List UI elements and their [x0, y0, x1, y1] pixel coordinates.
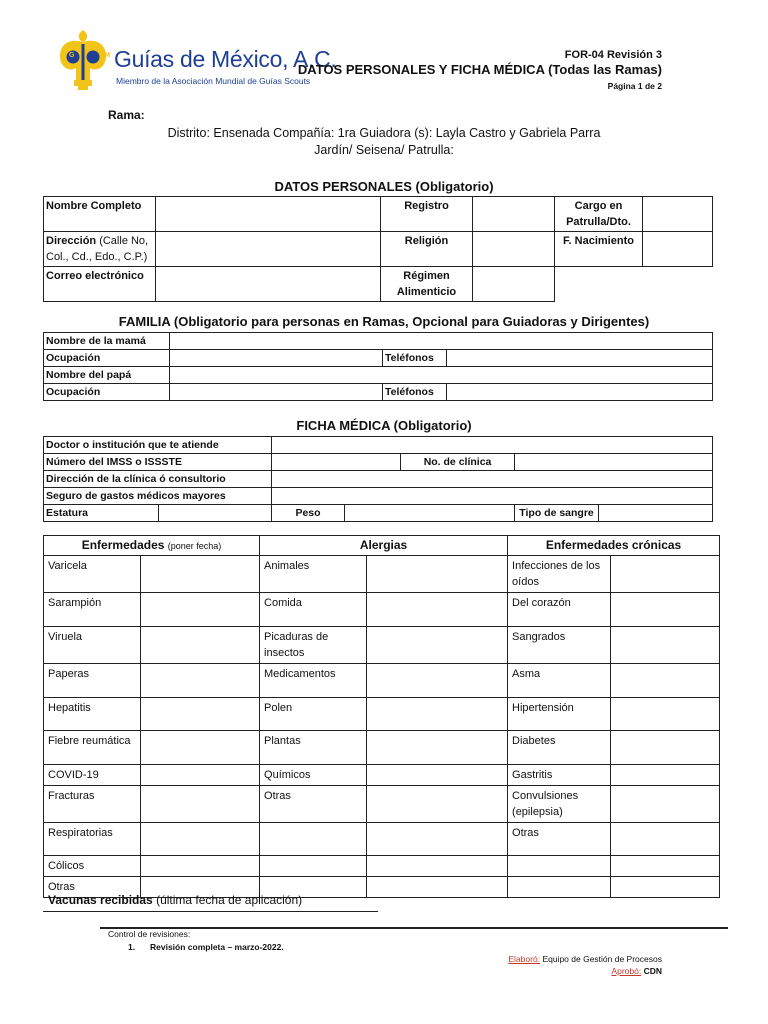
enfermedades-header-label: Enfermedades [81, 538, 165, 552]
alergia-label [260, 856, 367, 877]
cronica-field[interactable] [611, 786, 720, 823]
enf-field[interactable] [141, 593, 260, 627]
alergia-label: Comida [260, 593, 367, 627]
cronica-label: Hipertensión [508, 698, 611, 731]
elaboro-value: Equipo de Gestión de Procesos [542, 954, 662, 964]
cronica-field[interactable] [611, 877, 720, 898]
alergia-field[interactable] [367, 765, 508, 786]
revision-number: 1. [128, 942, 136, 952]
alergia-field[interactable] [367, 823, 508, 856]
cronica-label: Asma [508, 664, 611, 698]
cronica-field[interactable] [611, 765, 720, 786]
ocupacion-papa-field[interactable] [170, 384, 383, 401]
form-code: FOR-04 Revisión 3 [564, 49, 662, 61]
page-info: Página 1 de 2 [607, 81, 662, 91]
papa-field[interactable] [170, 367, 713, 384]
enf-field[interactable] [141, 556, 260, 593]
imss-field[interactable] [272, 454, 401, 471]
cronica-label: Infecciones de los oídos [508, 556, 611, 593]
familia-section-title: FAMILIA (Obligatorio para personas en Ramas, Opcional para Guiadoras y Dirigentes) [118, 314, 650, 329]
personal-section-title: DATOS PERSONALES (Obligatorio) [274, 179, 494, 194]
nacimiento-label: F. Nacimiento [555, 232, 643, 267]
enf-label: Sarampión [44, 593, 141, 627]
cronica-label: Del corazón [508, 593, 611, 627]
telefonos-papa-label: Teléfonos [383, 384, 447, 401]
alergia-label: Químicos [260, 765, 367, 786]
cronica-field[interactable] [611, 698, 720, 731]
alergia-field[interactable] [367, 698, 508, 731]
alergia-label: Polen [260, 698, 367, 731]
peso-label: Peso [272, 505, 345, 522]
aprobo-line [611, 966, 662, 976]
cronica-field[interactable] [611, 731, 720, 765]
clinica-no-field[interactable] [515, 454, 713, 471]
enf-label: Paperas [44, 664, 141, 698]
direccion-field[interactable] [156, 232, 381, 267]
religion-field[interactable] [473, 232, 555, 267]
doctor-field[interactable] [272, 437, 713, 454]
telefonos-mama-label: Teléfonos [383, 350, 447, 367]
alergia-field[interactable] [367, 593, 508, 627]
enf-label: Varicela [44, 556, 141, 593]
medica-section-title: FICHA MÉDICA (Obligatorio) [296, 418, 472, 433]
nombre-field[interactable] [156, 197, 381, 232]
mama-field[interactable] [170, 333, 713, 350]
enf-label: Otras [44, 877, 141, 898]
enfermedades-header [44, 536, 260, 556]
revision-control-label: Control de revisiones: [108, 929, 191, 939]
cronica-field[interactable] [611, 856, 720, 877]
alergia-label: Otras [260, 786, 367, 823]
cronica-label [508, 856, 611, 877]
direccion-clinica-field[interactable] [272, 471, 713, 488]
cronica-label: Gastritis [508, 765, 611, 786]
trefoil-emblem-icon [56, 28, 110, 92]
enf-label: Fiebre reumática [44, 731, 141, 765]
alergias-header: Alergias [260, 536, 508, 556]
estatura-field[interactable] [159, 505, 272, 522]
alergia-label: Plantas [260, 731, 367, 765]
mama-label: Nombre de la mamá [44, 333, 170, 350]
enf-label: Hepatitis [44, 698, 141, 731]
enf-label: COVID-19 [44, 765, 141, 786]
alergia-field[interactable] [367, 556, 508, 593]
registro-field[interactable] [473, 197, 555, 232]
registro-label: Registro [381, 197, 473, 232]
cronica-label: Sangrados [508, 627, 611, 664]
vacunas-underline [43, 911, 378, 912]
enf-field[interactable] [141, 627, 260, 664]
cronica-field[interactable] [611, 823, 720, 856]
enf-field[interactable] [141, 664, 260, 698]
cronica-field[interactable] [611, 593, 720, 627]
vacunas-title: Vacunas recibidas [48, 893, 153, 907]
enf-field[interactable] [141, 731, 260, 765]
footer-divider [100, 927, 728, 929]
nombre-label: Nombre Completo [44, 197, 156, 232]
rama-label: Rama: [108, 108, 145, 122]
enf-field[interactable] [141, 823, 260, 856]
religion-label: Religión [381, 232, 473, 267]
ocupacion-papa-label: Ocupación [44, 384, 170, 401]
elaboro-line [508, 954, 662, 964]
cronica-field[interactable] [611, 664, 720, 698]
elaboro-label: Elaboró: [508, 954, 541, 964]
personal-data-table [43, 196, 713, 302]
alergia-field[interactable] [367, 664, 508, 698]
enf-label: Fracturas [44, 786, 141, 823]
cronica-label: Diabetes [508, 731, 611, 765]
doctor-label: Doctor o institución que te atiende [44, 437, 272, 454]
revision-entry [128, 942, 284, 952]
medical-table [43, 436, 713, 522]
alergia-field[interactable] [367, 786, 508, 823]
cronica-label: Otras [508, 823, 611, 856]
sangre-field[interactable] [599, 505, 713, 522]
enf-label: Cólicos [44, 856, 141, 877]
enf-field[interactable] [141, 786, 260, 823]
revision-text: Revisión completa – marzo-2022. [150, 942, 284, 952]
direccion-label-cell [44, 232, 156, 267]
peso-field[interactable] [345, 505, 515, 522]
aprobo-label: Aprobó: [611, 966, 642, 976]
alergia-field[interactable] [367, 877, 508, 898]
enf-field[interactable] [141, 698, 260, 731]
ocupacion-mama-field[interactable] [170, 350, 383, 367]
telefonos-papa-field[interactable] [447, 384, 713, 401]
distrito-line: Distrito: Ensenada Compañía: 1ra Guiadora (s): Layla Castro y Gabriela Parra [167, 126, 601, 140]
enf-label: Viruela [44, 627, 141, 664]
form-title: DATOS PERSONALES Y FICHA MÉDICA (Todas las Ramas) [297, 62, 662, 77]
correo-field[interactable] [156, 267, 381, 302]
cargo-label: Cargo en Patrulla/Dto. [555, 197, 643, 232]
sangre-label: Tipo de sangre [515, 505, 599, 522]
vacunas-hint: (última fecha de aplicación) [156, 893, 303, 907]
seguro-label: Seguro de gastos médicos mayores [44, 488, 272, 505]
clinica-no-label: No. de clínica [401, 454, 515, 471]
estatura-label: Estatura [44, 505, 159, 522]
conditions-table [43, 535, 720, 898]
organization-logo [56, 28, 346, 92]
alergia-label: Medicamentos [260, 664, 367, 698]
alergia-field[interactable] [367, 731, 508, 765]
enf-field[interactable] [141, 765, 260, 786]
ocupacion-mama-label: Ocupación [44, 350, 170, 367]
cronica-field[interactable] [611, 627, 720, 664]
logo-subtitle: Miembro de la Asociación Mundial de Guías Scouts [116, 76, 311, 86]
jardin-line: Jardín/ Seisena/ Patrulla: [314, 143, 454, 157]
direccion-label: Dirección [46, 235, 97, 247]
vacunas-heading [48, 893, 302, 907]
cronica-label: Convulsiones (epilepsia) [508, 786, 611, 823]
aprobo-value: CDN [643, 966, 662, 976]
enfermedades-header-hint: (poner fecha) [167, 541, 222, 551]
enf-field[interactable] [141, 856, 260, 877]
alergia-label: Animales [260, 556, 367, 593]
imss-label: Número del IMSS o ISSSTE [44, 454, 272, 471]
regimen-field[interactable] [473, 267, 555, 302]
direccion-hint: (Calle No, Col., Cd., Edo., C.P.) [46, 235, 149, 263]
cronicas-header: Enfermedades crónicas [508, 536, 720, 556]
cargo-field[interactable] [643, 197, 713, 232]
logo-title: Guías de México, A.C. [114, 46, 337, 72]
regimen-label: Régimen Alimenticio [381, 267, 473, 302]
correo-label: Correo electrónico [44, 267, 156, 302]
direccion-clinica-label: Dirección de la clínica ó consultorio [44, 471, 272, 488]
alergia-field[interactable] [367, 627, 508, 664]
seguro-field[interactable] [272, 488, 713, 505]
alergia-field[interactable] [367, 856, 508, 877]
emblem-letters: G M [69, 52, 125, 59]
alergia-label: Picaduras de insectos [260, 627, 367, 664]
papa-label: Nombre del papá [44, 367, 170, 384]
cronica-label [508, 877, 611, 898]
alergia-label [260, 823, 367, 856]
telefonos-mama-field[interactable] [447, 350, 713, 367]
cronica-field[interactable] [611, 556, 720, 593]
nacimiento-field[interactable] [643, 232, 713, 267]
family-table [43, 332, 713, 401]
enf-label: Respiratorias [44, 823, 141, 856]
